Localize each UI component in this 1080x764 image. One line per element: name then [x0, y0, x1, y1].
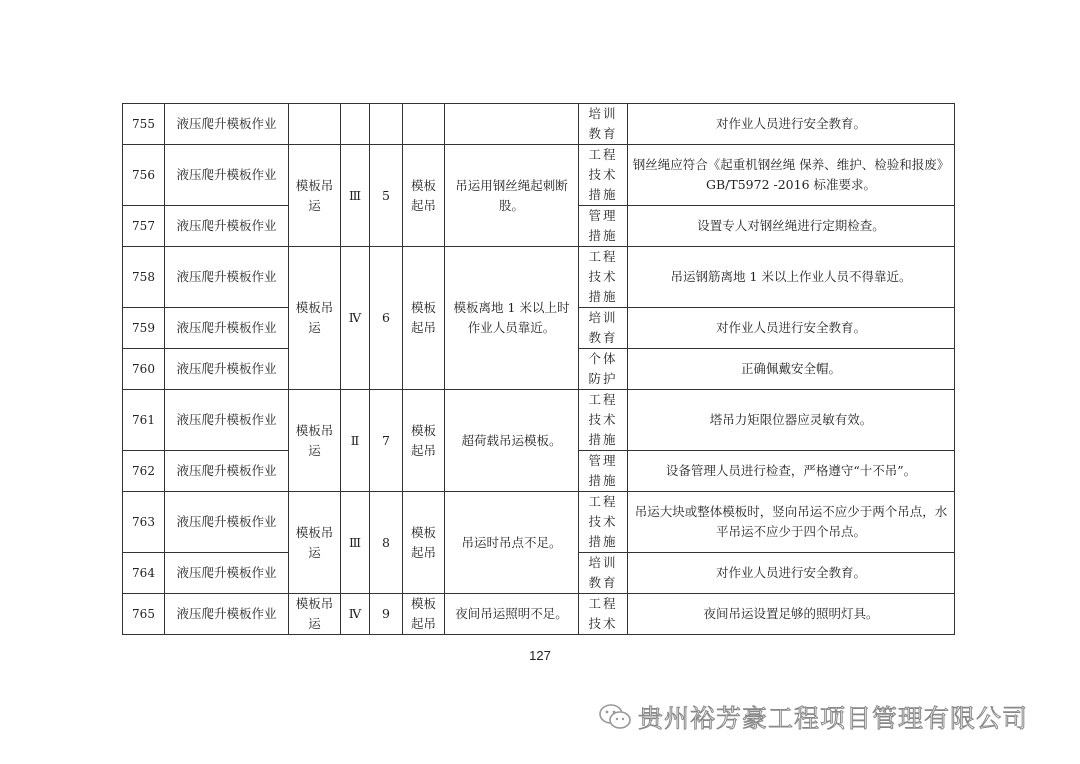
empty-cell [403, 104, 445, 145]
category-cell: 模板起吊 [403, 145, 445, 247]
row-number: 757 [123, 206, 165, 247]
page-number: 127 [529, 648, 551, 663]
row-number: 762 [123, 451, 165, 492]
measure-cell: 夜间吊运设置足够的照明灯具。 [628, 594, 955, 635]
activity-cell: 液压爬升模板作业 [165, 104, 289, 145]
seq-cell: 5 [370, 145, 403, 247]
measure-type-cell: 工程技术 [579, 594, 628, 635]
measure-cell: 对作业人员进行安全教育。 [628, 308, 955, 349]
watermark [598, 700, 1028, 734]
table-row [123, 492, 955, 553]
measure-cell: 对作业人员进行安全教育。 [628, 104, 955, 145]
measure-cell: 设备管理人员进行检查，严格遵守“十不吊”。 [628, 451, 955, 492]
activity-cell: 液压爬升模板作业 [165, 308, 289, 349]
measure-type-cell: 工程技术措施 [579, 390, 628, 451]
measure-cell: 正确佩戴安全帽。 [628, 349, 955, 390]
measure-cell: 吊运大块或整体模板时，竖向吊运不应少于两个吊点，水平吊运不应少于四个吊点。 [628, 492, 955, 553]
activity-cell: 液压爬升模板作业 [165, 451, 289, 492]
category-cell: 模板起吊 [403, 247, 445, 390]
measure-cell: 设置专人对钢丝绳进行定期检查。 [628, 206, 955, 247]
measure-type-cell: 培训教育 [579, 308, 628, 349]
empty-cell [289, 104, 341, 145]
row-number: 756 [123, 145, 165, 206]
table-row [123, 594, 955, 635]
work-cell: 模板吊运 [289, 145, 341, 247]
measure-type-cell: 培训教育 [579, 104, 628, 145]
seq-cell: 9 [370, 594, 403, 635]
measure-type-cell: 个体防护 [579, 349, 628, 390]
empty-cell [370, 104, 403, 145]
row-number: 763 [123, 492, 165, 553]
seq-cell: 7 [370, 390, 403, 492]
empty-cell [341, 104, 370, 145]
measure-type-cell: 管理措施 [579, 451, 628, 492]
activity-cell: 液压爬升模板作业 [165, 247, 289, 308]
empty-cell [445, 104, 579, 145]
activity-cell: 液压爬升模板作业 [165, 390, 289, 451]
row-number: 764 [123, 553, 165, 594]
watermark-text: 贵州裕芳豪工程项目管理有限公司 [638, 704, 1029, 733]
work-cell: 模板吊运 [289, 247, 341, 390]
table-row [123, 104, 955, 145]
hazard-cell: 吊运用钢丝绳起刺断股。 [445, 145, 579, 247]
measure-cell: 塔吊力矩限位器应灵敏有效。 [628, 390, 955, 451]
level-cell: Ⅲ [341, 145, 370, 247]
work-cell: 模板吊运 [289, 492, 341, 594]
hazard-cell: 超荷载吊运模板。 [445, 390, 579, 492]
measure-type-cell: 工程技术措施 [579, 247, 628, 308]
hazard-cell: 模板离地 1 米以上时作业人员靠近。 [445, 247, 579, 390]
activity-cell: 液压爬升模板作业 [165, 553, 289, 594]
measure-cell: 对作业人员进行安全教育。 [628, 553, 955, 594]
work-cell: 模板吊运 [289, 594, 341, 635]
measure-cell: 吊运钢筋离地 1 米以上作业人员不得靠近。 [628, 247, 955, 308]
category-cell: 模板起吊 [403, 390, 445, 492]
activity-cell: 液压爬升模板作业 [165, 206, 289, 247]
measure-cell: 钢丝绳应符合《起重机钢丝绳 保养、维护、检验和报废》 GB/T5972 -2016 标准要求。 [628, 145, 955, 206]
category-cell: 模板起吊 [403, 492, 445, 594]
level-cell: Ⅳ [341, 247, 370, 390]
level-cell: Ⅳ [341, 594, 370, 635]
wechat-icon [598, 702, 632, 732]
seq-cell: 6 [370, 247, 403, 390]
row-number: 758 [123, 247, 165, 308]
hazard-cell: 夜间吊运照明不足。 [445, 594, 579, 635]
hazard-cell: 吊运时吊点不足。 [445, 492, 579, 594]
row-number: 755 [123, 104, 165, 145]
level-cell: Ⅲ [341, 492, 370, 594]
category-cell: 模板起吊 [403, 594, 445, 635]
table-row [123, 247, 955, 308]
activity-cell: 液压爬升模板作业 [165, 349, 289, 390]
measure-type-cell: 管理措施 [579, 206, 628, 247]
activity-cell: 液压爬升模板作业 [165, 594, 289, 635]
row-number: 765 [123, 594, 165, 635]
seq-cell: 8 [370, 492, 403, 594]
measure-type-cell: 工程技术措施 [579, 492, 628, 553]
measure-type-cell: 工程技术措施 [579, 145, 628, 206]
hazard-measures-table [122, 103, 955, 635]
row-number: 759 [123, 308, 165, 349]
table-row [123, 145, 955, 206]
row-number: 761 [123, 390, 165, 451]
work-cell: 模板吊运 [289, 390, 341, 492]
activity-cell: 液压爬升模板作业 [165, 145, 289, 206]
measure-type-cell: 培训教育 [579, 553, 628, 594]
level-cell: Ⅱ [341, 390, 370, 492]
row-number: 760 [123, 349, 165, 390]
table-row [123, 390, 955, 451]
activity-cell: 液压爬升模板作业 [165, 492, 289, 553]
